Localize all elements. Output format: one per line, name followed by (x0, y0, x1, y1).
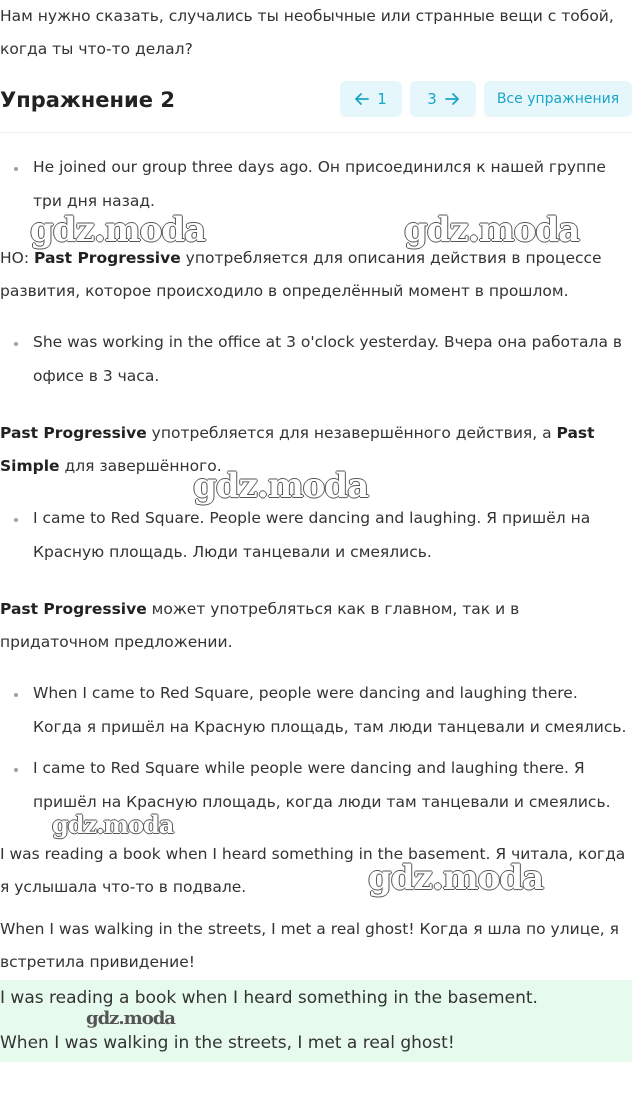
all-exercises-label: Все упражнения (496, 91, 620, 107)
exercise-title: Упражнение 2 (0, 88, 175, 112)
watermark-logo: gdz.moda (86, 1008, 175, 1029)
all-exercises-button[interactable] (484, 81, 632, 117)
answer-line: I was reading a book when I heard something in the basement. (0, 988, 538, 1008)
bullet-dot (14, 167, 18, 171)
list-item: I came to Red Square. People were dancing and laughing. Я пришёл на Красную площадь. Люди танцевали и смеялись. (33, 509, 591, 561)
answer-line: When I was walking in the streets, I met a real ghost! (0, 1033, 455, 1053)
watermark-logo: gdz.moda (30, 210, 206, 250)
bullet-dot (14, 693, 18, 697)
paragraph: When I was walking in the streets, I met a real ghost! Когда я шла по улице, я встретила привидение! (0, 920, 619, 971)
paragraph: I was reading a book when I heard something in the basement. Я читала, когда я услышала что-то в подвале. (0, 845, 626, 896)
list-item: He joined our group three days ago. Он присоединился к нашей группе три дня назад. (33, 158, 606, 210)
watermark-logo: gdz.moda (193, 466, 369, 506)
term-bold: Past Simple (0, 424, 595, 475)
list-item: She was working in the office at 3 o'clock yesterday. Вчера она работала в офисе в 3 часа. (33, 333, 623, 385)
prev-exercise-label: 1 (377, 90, 387, 108)
paragraph-text: может употребляться как в главном, так и в придаточном предложении. (0, 600, 520, 651)
paragraph (0, 242, 628, 308)
watermark-logo: gdz.moda (404, 210, 580, 250)
watermark-logo: gdz.moda (368, 858, 544, 898)
list-item: I came to Red Square while people were dancing and laughing there. Я пришёл на Красную площадь, когда люди там танцевали и смеялись. (33, 759, 611, 811)
intro-text: Нам нужно сказать, случались ты необычные или странные вещи с тобой, когда ты что-то делал? (0, 7, 614, 58)
list-item: When I came to Red Square, people were dancing and laughing there. Когда я пришёл на Красную площадь, там люди танцевали и смеялись. (33, 684, 627, 736)
arrow-left-icon (355, 93, 369, 105)
paragraph-prefix: НО: (0, 249, 35, 267)
watermark-logo: gdz.moda (52, 810, 174, 839)
paragraph (0, 593, 628, 659)
paragraph-text: употребляется для незавершённого действия, а (146, 424, 557, 442)
paragraph-text: для завершённого. (59, 457, 222, 475)
prev-exercise-button[interactable] (340, 81, 402, 117)
term-bold: Past Progressive (34, 249, 181, 267)
next-exercise-button[interactable] (410, 81, 476, 117)
divider (0, 132, 632, 133)
term-bold: Past Progressive (0, 600, 147, 618)
next-exercise-label: 3 (427, 90, 437, 108)
paragraph-text: употребляется для описания действия в процессе развития, которое происходило в определённый момент в прошлом. (0, 249, 602, 300)
bullet-dot (14, 518, 18, 522)
bullet-dot (14, 768, 18, 772)
term-bold: Past Progressive (0, 424, 147, 442)
bullet-dot (14, 342, 18, 346)
arrow-right-icon (445, 93, 459, 105)
